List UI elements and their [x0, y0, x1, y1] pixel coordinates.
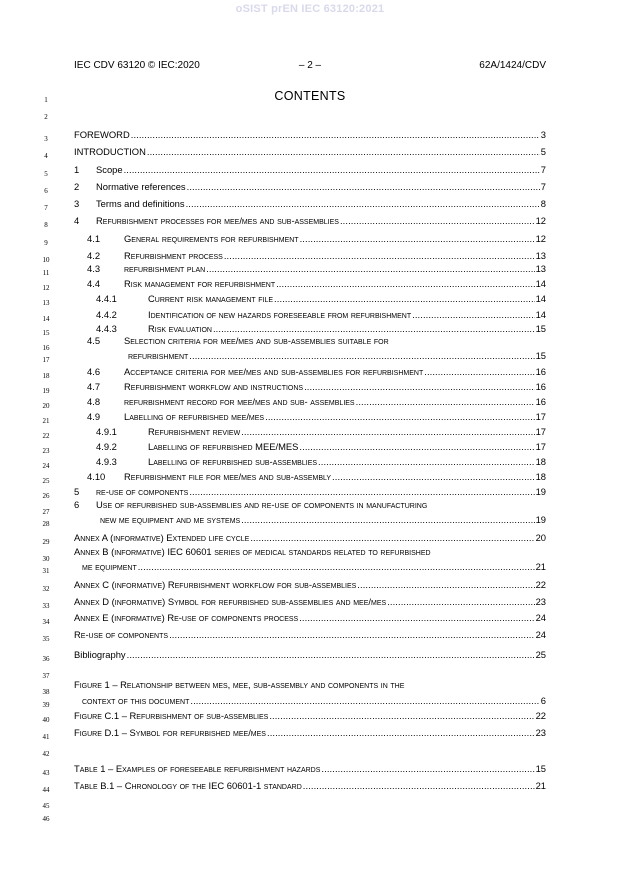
header-page-number: – 2 – — [298, 60, 322, 71]
toc-entry-number: 4.5 — [87, 335, 101, 346]
toc-entry[interactable] — [87, 393, 546, 407]
toc-entry-line1 — [74, 679, 546, 690]
toc-entry-title: Labelling of refurbished mee/mes — [124, 411, 265, 422]
toc-entry[interactable] — [100, 511, 546, 525]
toc-entry-title: Normative references — [96, 181, 186, 192]
toc-entry-number: 4.3 — [87, 263, 101, 274]
toc-entry[interactable] — [96, 320, 546, 334]
toc-entry-title: Annex B (informative) IEC 60601 series of medical standards related to refurbished — [74, 546, 431, 557]
toc-page-number: 6 — [540, 695, 546, 706]
toc-page-number: 12 — [535, 215, 546, 226]
toc-entry[interactable] — [74, 212, 546, 226]
toc-entry-title: Re-use of components — [74, 629, 169, 640]
toc-entry-number: 5 — [74, 486, 80, 497]
toc-entry[interactable] — [74, 724, 546, 738]
toc-entry-line1 — [87, 335, 546, 346]
line-number: 42 — [42, 750, 50, 758]
toc-page-number: 15 — [535, 323, 546, 334]
line-number: 46 — [42, 815, 50, 823]
toc-entry-number: 4.10 — [87, 471, 106, 482]
line-number: 34 — [42, 618, 50, 626]
toc-leader-dots — [127, 649, 535, 660]
toc-entry-title: Annex E (informative) Re-use of components process — [74, 612, 299, 623]
toc-entry[interactable] — [74, 126, 546, 140]
toc-leader-dots — [424, 366, 534, 377]
toc-entry[interactable] — [74, 593, 546, 607]
toc-leader-dots — [190, 695, 539, 706]
toc-leader-dots — [299, 441, 534, 452]
toc-entry[interactable] — [74, 626, 546, 640]
line-number: 43 — [42, 769, 50, 777]
toc-entry[interactable] — [74, 646, 546, 660]
toc-entry[interactable] — [87, 230, 546, 244]
toc-entry[interactable] — [87, 275, 546, 289]
toc-page-number: 15 — [535, 350, 546, 361]
toc-page-number: 7 — [540, 164, 546, 175]
toc-entry-title: Bibliography — [74, 649, 126, 660]
line-number: 36 — [42, 655, 50, 663]
toc-entry[interactable] — [87, 408, 546, 422]
toc-entry-number: 3 — [74, 198, 80, 209]
toc-entry-title: Risk management for refurbishment — [124, 278, 276, 289]
toc-page-number: 22 — [535, 579, 546, 590]
line-number: 9 — [44, 239, 48, 247]
toc-entry-title: Terms and definitions — [96, 198, 185, 209]
toc-entry[interactable] — [82, 692, 546, 706]
toc-entry-number: 4.9.2 — [96, 441, 117, 452]
toc-entry[interactable] — [74, 195, 546, 209]
toc-page-number: 18 — [535, 456, 546, 467]
toc-leader-dots — [241, 426, 534, 437]
toc-entry-number: 6 — [74, 499, 80, 510]
line-number: 16 — [42, 344, 50, 352]
toc-leader-dots — [267, 727, 535, 738]
toc-entry-title: Selection criteria for mee/mes and sub-assemblies suitable for — [124, 335, 389, 346]
toc-entry-title: Current risk management file — [148, 293, 274, 304]
header-document-id: IEC CDV 63120 © IEC:2020 — [74, 60, 200, 71]
line-number: 10 — [42, 256, 50, 264]
toc-entry-number: 4.9 — [87, 411, 101, 422]
toc-entry-title: Acceptance criteria for mee/mes and sub-assemblies for refurbishment — [124, 366, 424, 377]
toc-entry[interactable] — [74, 576, 546, 590]
line-number: 38 — [42, 688, 50, 696]
toc-entry[interactable] — [87, 378, 546, 392]
toc-entry-title: Refurbishment file for mee/mes and sub-assembly — [124, 471, 332, 482]
toc-entry[interactable] — [74, 161, 546, 175]
line-number: 29 — [42, 538, 50, 546]
line-number: 25 — [42, 477, 50, 485]
toc-page-number: 16 — [535, 366, 546, 377]
line-number: 35 — [42, 635, 50, 643]
toc-entry-title: context of this document — [82, 695, 190, 706]
toc-page-number: 17 — [535, 426, 546, 437]
toc-entry-title: refurbishment record for mee/mes and sub- assemblies — [124, 396, 355, 407]
line-number: 22 — [42, 432, 50, 440]
toc-page-number: 13 — [535, 263, 546, 274]
line-number: 20 — [42, 402, 50, 410]
toc-leader-dots — [299, 612, 534, 623]
toc-leader-dots — [189, 350, 534, 361]
line-number: 33 — [42, 602, 50, 610]
toc-leader-dots — [124, 164, 540, 175]
toc-entry-number: 4.6 — [87, 366, 101, 377]
toc-page-number: 24 — [535, 612, 546, 623]
toc-entry-title: Use of refurbished sub-assemblies and re-use of components in manufacturing — [96, 499, 428, 510]
toc-entry-title: INTRODUCTION — [74, 146, 146, 157]
toc-entry-title: General requirements for refurbishment — [124, 233, 299, 244]
toc-page-number: 21 — [535, 780, 546, 791]
toc-entry[interactable] — [96, 453, 546, 467]
toc-leader-dots — [269, 710, 534, 721]
toc-page-number: 25 — [535, 649, 546, 660]
toc-entry-title: Scope — [96, 164, 123, 175]
line-number: 41 — [42, 733, 50, 741]
line-number: 21 — [42, 417, 50, 425]
line-number: 31 — [42, 567, 50, 575]
line-number: 23 — [42, 447, 50, 455]
toc-entry-title: Refurbishment processes for mee/mes and sub-assemblies — [96, 215, 339, 226]
watermark: oSIST prEN IEC 63120:2021 — [235, 3, 385, 15]
toc-leader-dots — [187, 181, 540, 192]
toc-leader-dots — [332, 471, 535, 482]
line-number: 19 — [42, 387, 50, 395]
toc-entry-title: FOREWORD — [74, 129, 130, 140]
toc-entry[interactable] — [82, 558, 546, 572]
toc-entry[interactable] — [87, 468, 546, 482]
toc-page-number: 17 — [535, 441, 546, 452]
toc-entry-title: re-use of components — [96, 486, 189, 497]
toc-page-number: 20 — [535, 532, 546, 543]
toc-entry[interactable] — [74, 760, 546, 774]
toc-entry[interactable] — [74, 529, 546, 543]
toc-entry[interactable] — [74, 143, 546, 157]
line-number: 7 — [44, 204, 48, 212]
toc-entry-number: 4.1 — [87, 233, 101, 244]
toc-page-number: 12 — [535, 233, 546, 244]
toc-entry-title: new me equipment and me systems — [100, 514, 241, 525]
toc-entry[interactable] — [96, 290, 546, 304]
toc-leader-dots — [241, 514, 534, 525]
toc-entry-title: Annex A (informative) Extended life cycle — [74, 532, 250, 543]
toc-entry-number: 2 — [74, 181, 80, 192]
header-reference: 62A/1424/CDV — [479, 60, 546, 71]
toc-leader-dots — [213, 323, 535, 334]
toc-entry-title: Figure D.1 – Symbol for refurbished mee/mes — [74, 727, 266, 738]
toc-leader-dots — [387, 596, 534, 607]
toc-page-number: 21 — [535, 561, 546, 572]
toc-entry-number: 4.9.3 — [96, 456, 117, 467]
line-number: 4 — [44, 152, 48, 160]
toc-page-number: 8 — [540, 198, 546, 209]
line-number: 2 — [44, 113, 48, 121]
toc-entry-title: Refurbishment review — [148, 426, 241, 437]
line-number: 13 — [42, 299, 50, 307]
toc-entry-number: 4.7 — [87, 381, 101, 392]
toc-entry-title: Refurbishment process — [124, 250, 223, 261]
toc-page-number: 14 — [535, 309, 546, 320]
line-number: 39 — [42, 701, 50, 709]
toc-entry-number: 4.4.2 — [96, 309, 117, 320]
line-number: 3 — [44, 135, 48, 143]
line-number: 15 — [42, 329, 50, 337]
toc-page-number: 22 — [535, 710, 546, 721]
toc-leader-dots — [274, 293, 535, 304]
toc-leader-dots — [303, 780, 535, 791]
toc-page-number: 3 — [540, 129, 546, 140]
line-number: 5 — [44, 170, 48, 178]
toc-entry-number: 4.9.1 — [96, 426, 117, 437]
toc-entry[interactable] — [74, 777, 546, 791]
toc-entry-title: me equipment — [82, 561, 137, 572]
toc-entry-title: Labelling of refurbished sub-assemblies — [148, 456, 318, 467]
toc-entry-title: Annex C (informative) Refurbishment workflow for sub-assemblies — [74, 579, 357, 590]
toc-page-number: 19 — [535, 486, 546, 497]
toc-entry[interactable] — [87, 363, 546, 377]
toc-leader-dots — [186, 198, 540, 209]
line-number: 12 — [42, 284, 50, 292]
toc-entry-line1 — [74, 499, 546, 510]
line-number: 44 — [42, 786, 50, 794]
toc-leader-dots — [169, 629, 535, 640]
toc-entry[interactable] — [87, 260, 546, 274]
toc-leader-dots — [300, 233, 535, 244]
toc-entry-title: Table 1 – Examples of foreseeable refurbishment hazards — [74, 763, 321, 774]
toc-entry[interactable] — [74, 483, 546, 497]
line-number: 1 — [44, 96, 48, 104]
toc-page-number: 19 — [535, 514, 546, 525]
line-number: 14 — [42, 315, 50, 323]
toc-entry-number: 1 — [74, 164, 80, 175]
line-number: 26 — [42, 492, 50, 500]
toc-entry-title: Risk evaluation — [148, 323, 212, 334]
toc-page-number: 5 — [540, 146, 546, 157]
line-number: 6 — [44, 187, 48, 195]
toc-entry-title: Table B.1 – Chronology of the IEC 60601-1 standard — [74, 780, 302, 791]
toc-entry-title: refurbishment — [128, 350, 189, 361]
toc-page-number: 24 — [535, 629, 546, 640]
line-number: 30 — [42, 555, 50, 563]
toc-entry[interactable] — [74, 707, 546, 721]
toc-entry[interactable] — [128, 347, 546, 361]
toc-entry-number: 4.4.1 — [96, 293, 117, 304]
toc-leader-dots — [356, 396, 535, 407]
toc-leader-dots — [265, 411, 534, 422]
toc-entry-number: 4.2 — [87, 250, 101, 261]
toc-leader-dots — [321, 763, 534, 774]
page-title: CONTENTS — [274, 89, 346, 103]
line-number: 8 — [44, 221, 48, 229]
toc-leader-dots — [147, 146, 540, 157]
toc-page-number: 14 — [535, 278, 546, 289]
toc-entry-title: Figure C.1 – Refurbishment of sub-assemblies — [74, 710, 269, 721]
line-number: 18 — [42, 372, 50, 380]
toc-entry-title: Annex D (informative) Symbol for refurbished sub-assemblies and mee/mes — [74, 596, 387, 607]
toc-entry[interactable] — [74, 609, 546, 623]
toc-leader-dots — [206, 263, 534, 274]
line-number: 24 — [42, 462, 50, 470]
toc-page-number: 23 — [535, 727, 546, 738]
toc-page-number: 16 — [535, 396, 546, 407]
toc-entry[interactable] — [96, 438, 546, 452]
toc-entry[interactable] — [87, 247, 546, 261]
toc-leader-dots — [318, 456, 535, 467]
line-number: 17 — [42, 356, 50, 364]
toc-entry-number: 4.4 — [87, 278, 101, 289]
toc-entry-title: Identification of new hazards foreseeable from refurbishment — [148, 309, 412, 320]
toc-leader-dots — [250, 532, 534, 543]
toc-page-number: 23 — [535, 596, 546, 607]
toc-leader-dots — [131, 129, 540, 140]
line-number: 32 — [42, 585, 50, 593]
toc-entry-number: 4 — [74, 215, 80, 226]
toc-entry[interactable] — [96, 306, 546, 320]
toc-entry[interactable] — [96, 423, 546, 437]
toc-leader-dots — [412, 309, 534, 320]
toc-page-number: 7 — [540, 181, 546, 192]
toc-entry-title: Refurbishment workflow and instructions — [124, 381, 304, 392]
line-number: 28 — [42, 520, 50, 528]
toc-entry-title: refurbishment plan — [124, 263, 206, 274]
toc-entry-number: 4.4.3 — [96, 323, 117, 334]
toc-entry-title: Labelling of refurbished MEE/MES — [148, 441, 299, 452]
toc-entry[interactable] — [74, 178, 546, 192]
toc-entry-line1 — [74, 546, 546, 557]
toc-entry-title: Figure 1 – Relationship between mes, mee, sub-assembly and components in the — [74, 679, 405, 690]
line-number: 37 — [42, 672, 50, 680]
toc-leader-dots — [357, 579, 534, 590]
toc-leader-dots — [276, 278, 534, 289]
toc-page-number: 15 — [535, 763, 546, 774]
toc-page-number: 13 — [535, 250, 546, 261]
line-number: 40 — [42, 716, 50, 724]
line-number: 27 — [42, 508, 50, 516]
line-number: 11 — [42, 269, 50, 277]
toc-entry-number: 4.8 — [87, 396, 101, 407]
toc-page-number: 14 — [535, 293, 546, 304]
toc-page-number: 18 — [535, 471, 546, 482]
toc-leader-dots — [340, 215, 535, 226]
toc-leader-dots — [304, 381, 534, 392]
line-number: 45 — [42, 802, 50, 810]
toc-page-number: 16 — [535, 381, 546, 392]
toc-leader-dots — [138, 561, 535, 572]
toc-page-number: 17 — [535, 411, 546, 422]
toc-leader-dots — [189, 486, 534, 497]
